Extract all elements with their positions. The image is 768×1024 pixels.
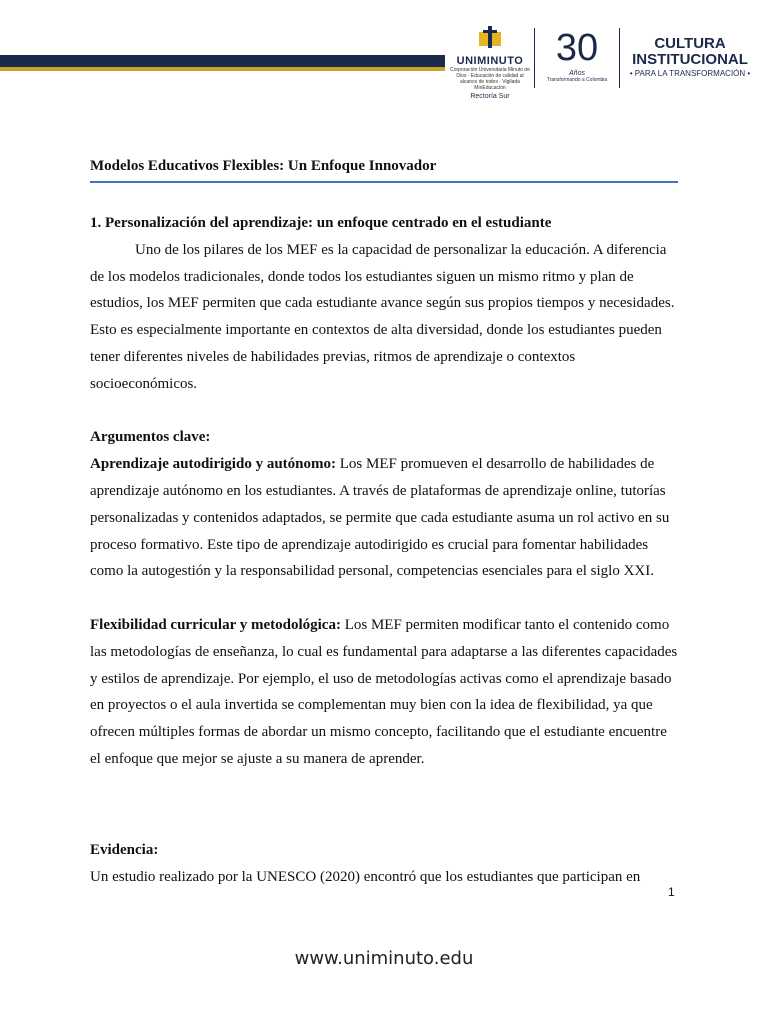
uniminuto-subtitle: Corporación Universitaria Minuto de Dios · Educación de calidad al alcance de todos · Vigilada MinEducación [450, 67, 530, 91]
footer-url[interactable]: www.uniminuto.edu [294, 948, 474, 969]
section1-heading: 1. Personalización del aprendizaje: un enfoque centrado en el estudiante [90, 215, 552, 231]
argument1-text: Los MEF promueven el desarrollo de habilidades de aprendizaje autónomo en los estudiantes. A través de plataformas de aprendizaje online, tutorías personalizadas y contenidos adaptados, se permite que cada estudiante asuma un rol activo en su proceso formativo. Este tipo de aprendizaje autodirigido es crucial para fomentar habilidades como la autogestión y la responsabilidad personal, competencias esenciales para el siglo XXI. [90, 456, 670, 580]
logo-divider [619, 28, 620, 88]
argument2-label: Flexibilidad curricular y metodológica: [90, 616, 341, 633]
argument2-paragraph [90, 612, 678, 773]
cultura-line2: INSTITUCIONAL [632, 51, 748, 68]
anniversary-logo [540, 26, 614, 86]
cultura-line1: CULTURA [654, 35, 726, 52]
title-underline [90, 181, 678, 183]
argument1-label: Aprendizaje autodirigido y autónomo: [90, 456, 336, 473]
section1-paragraph: Uno de los pilares de los MEF es la capacidad de personalizar la educación. A diferencia de los modelos tradicionales, donde todos los estudiantes siguen un mismo ritmo y plan de estudios, los MEF permiten que cada estudiante avance según sus propios tiempos y necesidades. Esto es especialmente importante en contextos de alta diversidad, donde los estudiantes pueden tener diferentes niveles de habilidades previas, ritmos de aprendizaje o contextos socioeconómicos. [90, 241, 675, 392]
evidence-paragraph: Un estudio realizado por la UNESCO (2020) encontró que los estudiantes que participan en [90, 869, 641, 886]
anniversary-tagline: Transformando a Colombia [546, 77, 608, 83]
uniminuto-wordmark: UNIMINUTO [456, 55, 524, 67]
page-number: 1 [668, 885, 675, 899]
argument1-paragraph [90, 451, 678, 585]
document-body [90, 210, 678, 891]
arguments-heading: Argumentos clave: [90, 429, 211, 446]
uniminuto-logo [450, 26, 530, 100]
evidence-heading: Evidencia: [90, 842, 159, 859]
argument2-text: Los MEF permiten modificar tanto el contenido como las metodologías de enseñanza, lo cual es fundamental para adaptarse a las diferentes capacidades y estilos de aprendizaje. Por ejemplo, el uso de metodologías activas como el aprendizaje basado en proyectos o el aula invertida se complementan muy bien con la idea de flexibilidad, ya que ofrecen múltiples formas de abordar un mismo concepto, facilitando que el estudiante encuentre el enfoque que mejor se ajuste a su manera de aprender. [90, 616, 678, 767]
header-accent-band [0, 67, 445, 71]
header-band [0, 55, 445, 67]
cultura-institucional-logo [624, 36, 756, 84]
logo-divider [534, 28, 535, 88]
document-title: Modelos Educativos Flexibles: Un Enfoque Innovador [90, 158, 437, 174]
uniminuto-emblem-icon [475, 26, 505, 50]
spacer [90, 585, 678, 612]
spacer [90, 826, 678, 837]
cultura-line3: • PARA LA TRANSFORMACIÓN • [629, 69, 751, 78]
uniminuto-sede: Rectoría Sur [470, 93, 510, 100]
anniversary-number: 30 [555, 27, 599, 69]
spacer [90, 398, 678, 425]
spacer [90, 773, 678, 827]
anniversary-script: Años [569, 70, 585, 77]
